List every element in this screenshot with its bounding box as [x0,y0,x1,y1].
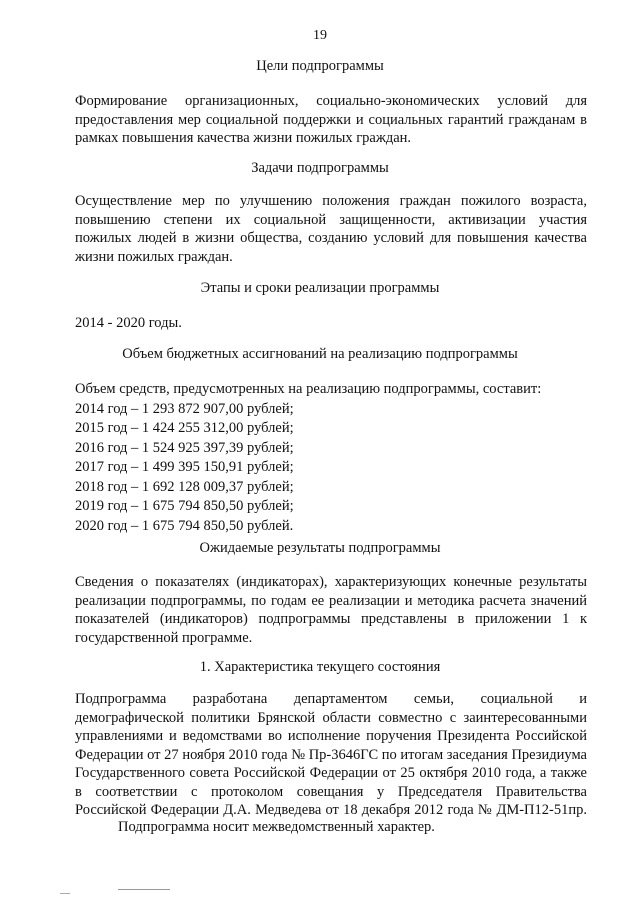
tasks-line: жизни пожилых граждан. [75,248,233,265]
results-line: показателей (индикаторов) подпрограммы представлены в приложении 1 к [75,611,587,627]
budget-year-2017: 2017 год – 1 499 395 150,91 рублей; [75,459,294,475]
results-line: реализации подпрограммы, по годам ее реализации и методика расчета значений [75,592,587,609]
results-line: Сведения о показателях (индикаторах), характеризующих конечные результаты [75,574,587,590]
stages-heading: Этапы и сроки реализации программы [200,280,440,296]
tasks-heading: Задачи подпрограммы [251,160,389,176]
budget-year-2018: 2018 год – 1 692 128 009,37 рублей; [75,478,294,495]
budget-year-2014: 2014 год – 1 293 872 907,00 рублей; [75,400,294,417]
footer-rule-small [60,893,70,894]
budget-year-2019: 2019 год – 1 675 794 850,50 рублей; [75,498,294,514]
tasks-line: повышению степени их социальной защищенности, активизации участия [75,211,587,228]
budget-list [75,380,541,536]
goals-line: Формирование организационных, социально-экономических условий для [75,93,587,109]
results-heading: Ожидаемые результаты подпрограммы [199,540,441,556]
characteristics-line: демографической политики Брянской области совместно с заинтересованными [75,709,587,726]
characteristics-line: Государственного совета Российской Федерации от 25 октября 2010 года, а также [75,765,587,781]
characteristics-line: управлениями и ведомствами во исполнение поручения Президента Российской [75,728,587,744]
goals-line: рамках повышения качества жизни пожилых граждан. [75,130,412,146]
characteristics-line: в соответствии с протоколом совещания у Председателя Правительства [75,783,587,800]
goals-heading: Цели подпрограммы [256,58,384,74]
budget-intro: Объем средств, предусмотренных на реализацию подпрограммы, составит: [75,381,542,397]
page-number: 19 [313,28,327,43]
budget-year-2020: 2020 год – 1 675 794 850,50 рублей. [75,517,294,534]
results-line: государственной программе. [75,629,253,646]
tasks-line: пожилых людей в жизни общества, созданию условий для повышения качества [75,230,587,246]
characteristics-paragraph [75,690,587,820]
characteristics-last-line: Подпрограмма носит межведомственный характер. [118,819,435,835]
goals-paragraph [75,92,587,148]
characteristics-line: Российской Федерации Д.А. Медведева от 18 декабря 2012 года № ДМ-П12-51пр. [75,802,587,818]
characteristics-line: Подпрограмма разработана департаментом семьи, социальной и [75,691,587,707]
tasks-line: Осуществление мер по улучшению положения граждан пожилого возраста, [75,193,587,209]
characteristics-heading: 1. Характеристика текущего состояния [199,659,441,675]
budget-heading: Объем бюджетных ассигнований на реализацию подпрограммы [122,346,518,362]
budget-year-2015: 2015 год – 1 424 255 312,00 рублей; [75,420,294,436]
results-paragraph [75,573,587,647]
characteristics-line: Федерации от 27 ноября 2010 года № Пр-3646ГС по итогам заседания Президиума [75,746,587,763]
footer-rule [118,889,170,890]
budget-year-2016: 2016 год – 1 524 925 397,39 рублей; [75,439,294,456]
goals-line: предоставления мер социальной поддержки и социальных гарантий гражданам в [75,111,587,128]
stages-text: 2014 - 2020 годы. [75,315,182,331]
tasks-paragraph [75,192,587,266]
